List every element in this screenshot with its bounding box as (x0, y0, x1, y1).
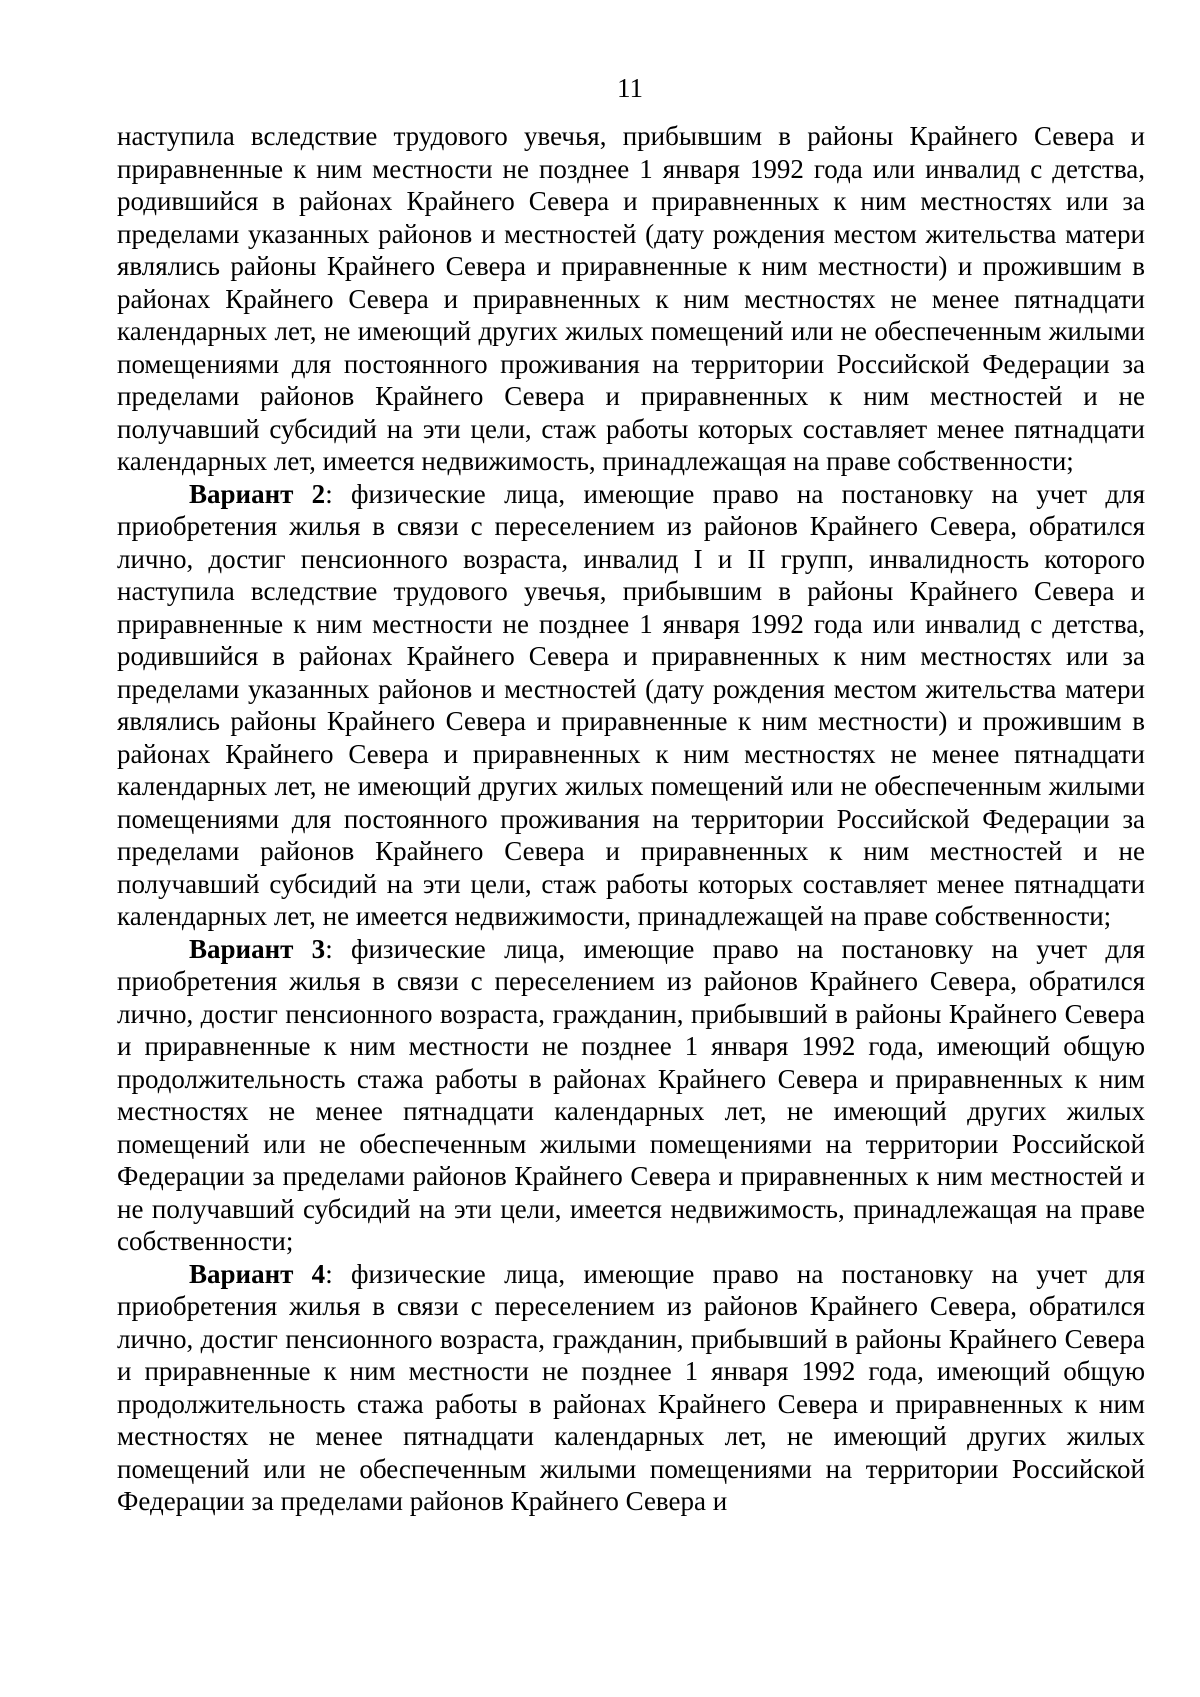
variant-3-label: Вариант 3 (189, 933, 326, 964)
paragraph-variant-4 (117, 1258, 1145, 1518)
paragraph-variant-3 (117, 933, 1145, 1258)
page-number: 11 (617, 73, 643, 103)
document-body (117, 120, 1145, 1518)
paragraph-text: : физические лица, имеющие право на постановку на учет для приобретения жилья в связи с переселением из районов Крайнего Севера, обратился лично, достиг пенсионного возраста, гражданин, прибывший в районы Крайнего Севера и приравненные к ним местности не позднее 1 января 1992 года, имеющий общую продолжительность стажа работы в районах Крайнего Севера и приравненных к ним местностях не менее пятнадцати календарных лет, не имеющий других жилых помещений или не обеспеченным жилыми помещениями на территории Российской Федерации за пределами районов Крайнего Севера и приравненных к ним местностей и не получавший субсидий на эти цели, имеется недвижимость, принадлежащая на праве собственности; (117, 933, 1146, 1256)
paragraph-continuation (117, 120, 1145, 478)
variant-4-label: Вариант 4 (189, 1258, 326, 1289)
paragraph-variant-2 (117, 478, 1145, 933)
paragraph-text: : физические лица, имеющие право на постановку на учет для приобретения жилья в связи с переселением из районов Крайнего Севера, обратился лично, достиг пенсионного возраста, инвалид I и II групп, инвалидность которого наступила вследствие трудового увечья, прибывшим в районы Крайнего Севера и приравненные к ним местности не позднее 1 января 1992 года или инвалид с детства, родившийся в районах Крайнего Севера и приравненных к ним местностях или за пределами указанных районов и местностей (дату рождения местом жительства матери являлись районы Крайнего Севера и приравненные к ним местности) и прожившим в районах Крайнего Севера и приравненных к ним местностях не менее пятнадцати календарных лет, не имеющий других жилых помещений или не обеспеченным жилыми помещениями для постоянного проживания на территории Российской Федерации за пределами районов Крайнего Севера и приравненных к ним местностей и не получавший субсидий на эти цели, стаж работы которых составляет менее пятнадцати календарных лет, не имеется недвижимости, принадлежащей на праве собственности; (117, 478, 1146, 931)
paragraph-text: наступила вследствие трудового увечья, прибывшим в районы Крайнего Севера и приравненные к ним местности не позднее 1 января 1992 года или инвалид с детства, родившийся в районах Крайнего Севера и приравненных к ним местностях или за пределами указанных районов и местностей (дату рождения местом жительства матери являлись районы Крайнего Севера и приравненные к ним местности) и прожившим в районах Крайнего Севера и приравненных к ним местностях не менее пятнадцати календарных лет, не имеющий других жилых помещений или не обеспеченным жилыми помещениями для постоянного проживания на территории Российской Федерации за пределами районов Крайнего Севера и приравненных к ним местностей и не получавший субсидий на эти цели, стаж работы которых составляет менее пятнадцати календарных лет, имеется недвижимость, принадлежащая на праве собственности; (117, 121, 1145, 476)
paragraph-text: : физические лица, имеющие право на постановку на учет для приобретения жилья в связи с переселением из районов Крайнего Севера, обратился лично, достиг пенсионного возраста, гражданин, прибывший в районы Крайнего Севера и приравненные к ним местности не позднее 1 января 1992 года, имеющий общую продолжительность стажа работы в районах Крайнего Севера и приравненных к ним местностях не менее пятнадцати календарных лет, не имеющий других жилых помещений или не обеспеченным жилыми помещениями на территории Российской Федерации за пределами районов Крайнего Севера и (117, 1258, 1146, 1516)
variant-2-label: Вариант 2 (189, 478, 326, 509)
